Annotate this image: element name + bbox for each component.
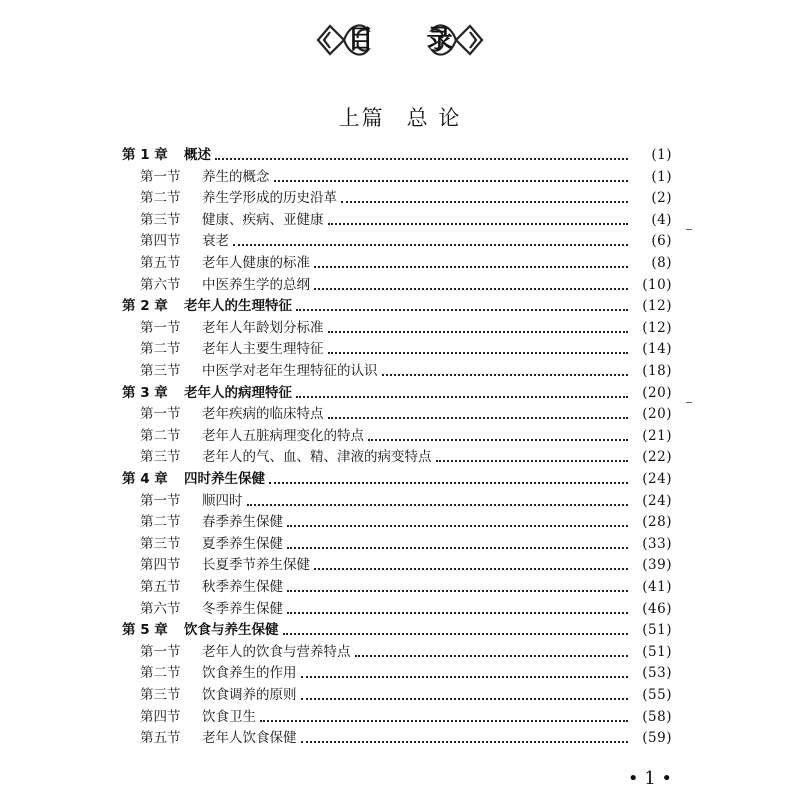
toc-entry-number: 第五节 [140,255,181,271]
toc-section-row[interactable] [122,423,672,445]
toc-entry-number: 第一节 [140,643,181,660]
toc-section-row[interactable] [122,272,672,294]
toc-entry-title: 中医养生学的总纲 [202,276,310,293]
dot-leader [296,309,628,311]
dot-leader [328,417,629,419]
toc-entry-title: 夏季养生保健 [202,535,283,552]
part-subtitle: 总 论 [406,106,462,130]
toc-entry-number: 第 4 章 [122,471,168,487]
toc-entry-title: 中医学对老年生理特征的认识 [202,363,378,379]
toc-entry-number: 第三节 [140,535,181,552]
toc-entry-title: 老年人的病理特征 [184,384,292,401]
toc-section-row[interactable] [122,228,672,250]
toc-page-number: (58) [642,708,672,725]
dot-leader [328,223,629,225]
toc-section-row[interactable] [122,207,672,229]
toc-entry-number: 第四节 [140,708,181,725]
dot-leader [301,676,629,678]
margin-mark [686,402,692,403]
toc-entry-title: 老年人年龄划分标准 [202,319,324,336]
toc-section-row[interactable] [122,596,672,618]
dot-leader [314,266,628,268]
dot-leader [355,655,629,657]
toc-entry-number: 第六节 [140,600,181,617]
toc-section-row[interactable] [122,639,672,661]
toc-page-number: (10) [642,276,672,293]
toc-page-number: (12) [642,319,672,336]
toc-entry-title: 春季养生保健 [202,514,283,531]
dot-leader [260,720,628,722]
toc-entry-title: 老年人五脏病理变化的特点 [202,427,364,444]
toc-page-number: (51) [642,643,672,660]
dot-leader [287,547,628,549]
dot-leader [301,741,629,743]
toc-page-number: (59) [642,730,672,747]
toc-page-number: (55) [642,687,672,703]
toc-page-number: (46) [642,600,672,617]
toc-section-row[interactable] [122,488,672,510]
toc-page-number: (22) [642,449,672,466]
toc-section-row[interactable] [122,336,672,358]
toc-section-row[interactable] [122,185,672,207]
dot-leader [287,590,628,592]
toc-section-row[interactable] [122,250,672,272]
toc-entry-number: 第二节 [140,665,181,682]
toc-title-block [310,14,490,66]
toc-entry-number: 第一节 [140,406,181,423]
toc-entry-number: 第 2 章 [122,298,168,315]
toc-page-number: (51) [642,622,672,639]
margin-mark [686,229,692,230]
toc-entry-title: 长夏季节养生保健 [202,557,310,574]
toc-entry-title: 养生学形成的历史沿革 [202,190,337,207]
dot-leader [341,201,628,203]
toc-entry-title: 饮食卫生 [202,708,256,725]
toc-page-number: (14) [642,341,672,358]
toc-entry-title: 秋季养生保健 [202,579,283,595]
toc-entry-title: 老年人的生理特征 [184,298,292,315]
toc-page-number: (39) [642,557,672,574]
toc-entry-number: 第一节 [140,492,181,509]
dot-leader [368,439,628,441]
toc-page-number: (1) [651,168,672,185]
dot-leader [328,331,629,333]
toc-entry-title: 饮食养生的作用 [202,665,297,682]
toc-section-row[interactable] [122,660,672,682]
toc-page-number: (4) [651,211,672,228]
toc-entry-number: 第三节 [140,211,181,228]
toc-entry-number: 第四节 [140,233,181,250]
toc-page-number: (6) [651,233,672,250]
dot-leader [301,698,629,700]
dot-leader [247,504,629,506]
toc-page-number: (20) [642,384,672,401]
toc-page-number: (2) [651,190,672,207]
toc-section-row[interactable] [122,164,672,186]
toc-entry-title: 老年人主要生理特征 [202,341,324,358]
toc-section-row[interactable] [122,552,672,574]
dot-leader [382,374,629,376]
toc-entry-number: 第五节 [140,579,181,595]
toc-entry-number: 第五节 [140,730,181,747]
toc-entry-title: 饮食与养生保健 [184,622,279,639]
toc-section-row[interactable] [122,574,672,596]
toc-page-number: (21) [642,427,672,444]
part-title [0,102,800,132]
toc-entry-number: 第二节 [140,514,181,531]
toc-entry-number: 第 5 章 [122,622,168,639]
toc-section-row[interactable] [122,401,672,423]
toc-entry-number: 第 3 章 [122,384,168,401]
toc-page-number: (1) [651,147,672,163]
toc-entry-number: 第 1 章 [122,147,168,163]
toc-entry-title: 概述 [184,147,211,163]
toc-section-row[interactable] [122,444,672,466]
toc-page-number: (12) [642,298,672,315]
toc-entry-number: 第二节 [140,341,181,358]
toc-section-row[interactable] [122,704,672,726]
toc-page-number: (41) [642,579,672,595]
toc-page-number: (53) [642,665,672,682]
toc-entry-number: 第三节 [140,449,181,466]
toc-entry-number: 第二节 [140,190,181,207]
toc-chapter-row[interactable] [122,293,672,315]
toc-chapter-row[interactable] [122,142,672,164]
toc-section-row[interactable] [122,358,672,380]
toc-entry-title: 老年人健康的标准 [202,255,310,271]
dot-leader [287,525,628,527]
dot-leader [215,158,628,160]
dot-leader [314,288,628,290]
dot-leader [287,612,628,614]
toc-entry-title: 老年人的饮食与营养特点 [202,643,351,660]
toc-entry-title: 冬季养生保健 [202,600,283,617]
toc-entry-title: 四时养生保健 [184,471,265,487]
toc-entry-number: 第四节 [140,557,181,574]
toc-entry-title: 饮食调养的原则 [202,687,297,703]
toc-entry-title: 衰老 [202,233,229,250]
toc-entry-number: 第三节 [140,687,181,703]
page-number: • 1 • [627,768,673,789]
toc-entry-number: 第六节 [140,276,181,293]
toc-entry-title: 老年人饮食保健 [202,730,297,747]
toc-page-number: (8) [651,255,672,271]
toc-chapter-row[interactable] [122,380,672,402]
toc-page-number: (24) [642,492,672,509]
toc-section-row[interactable] [122,509,672,531]
toc-page-number: (20) [642,406,672,423]
toc-section-row[interactable] [122,725,672,747]
dot-leader [274,180,629,182]
toc-page-number: (28) [642,514,672,531]
toc-entry-number: 第三节 [140,363,181,379]
dot-leader [296,396,628,398]
toc-page-number: (18) [642,363,672,379]
dot-leader [328,352,629,354]
toc-chapter-row[interactable] [122,466,672,488]
toc-entry-number: 第一节 [140,319,181,336]
toc-chapter-row[interactable] [122,617,672,639]
page-title: 目 录 [347,25,475,55]
part-name: 上篇 [338,106,385,130]
toc-entry-title: 老年人的气、血、精、津液的病变特点 [202,449,432,466]
dot-leader [283,633,629,635]
dot-leader [233,244,628,246]
toc-page-number: (33) [642,535,672,552]
toc-entry-number: 第二节 [140,427,181,444]
toc-section-row[interactable] [122,315,672,337]
toc-section-row[interactable] [122,682,672,704]
dot-leader [436,460,629,462]
toc-entry-number: 第一节 [140,168,181,185]
dot-leader [314,568,628,570]
toc-section-row[interactable] [122,531,672,553]
toc-entry-title: 健康、疾病、亚健康 [202,211,324,228]
toc-page-number: (24) [642,471,672,487]
toc-entry-title: 顺四时 [202,492,243,509]
dot-leader [269,482,628,484]
toc-entry-title: 养生的概念 [202,168,270,185]
toc-entry-title: 老年疾病的临床特点 [202,406,324,423]
